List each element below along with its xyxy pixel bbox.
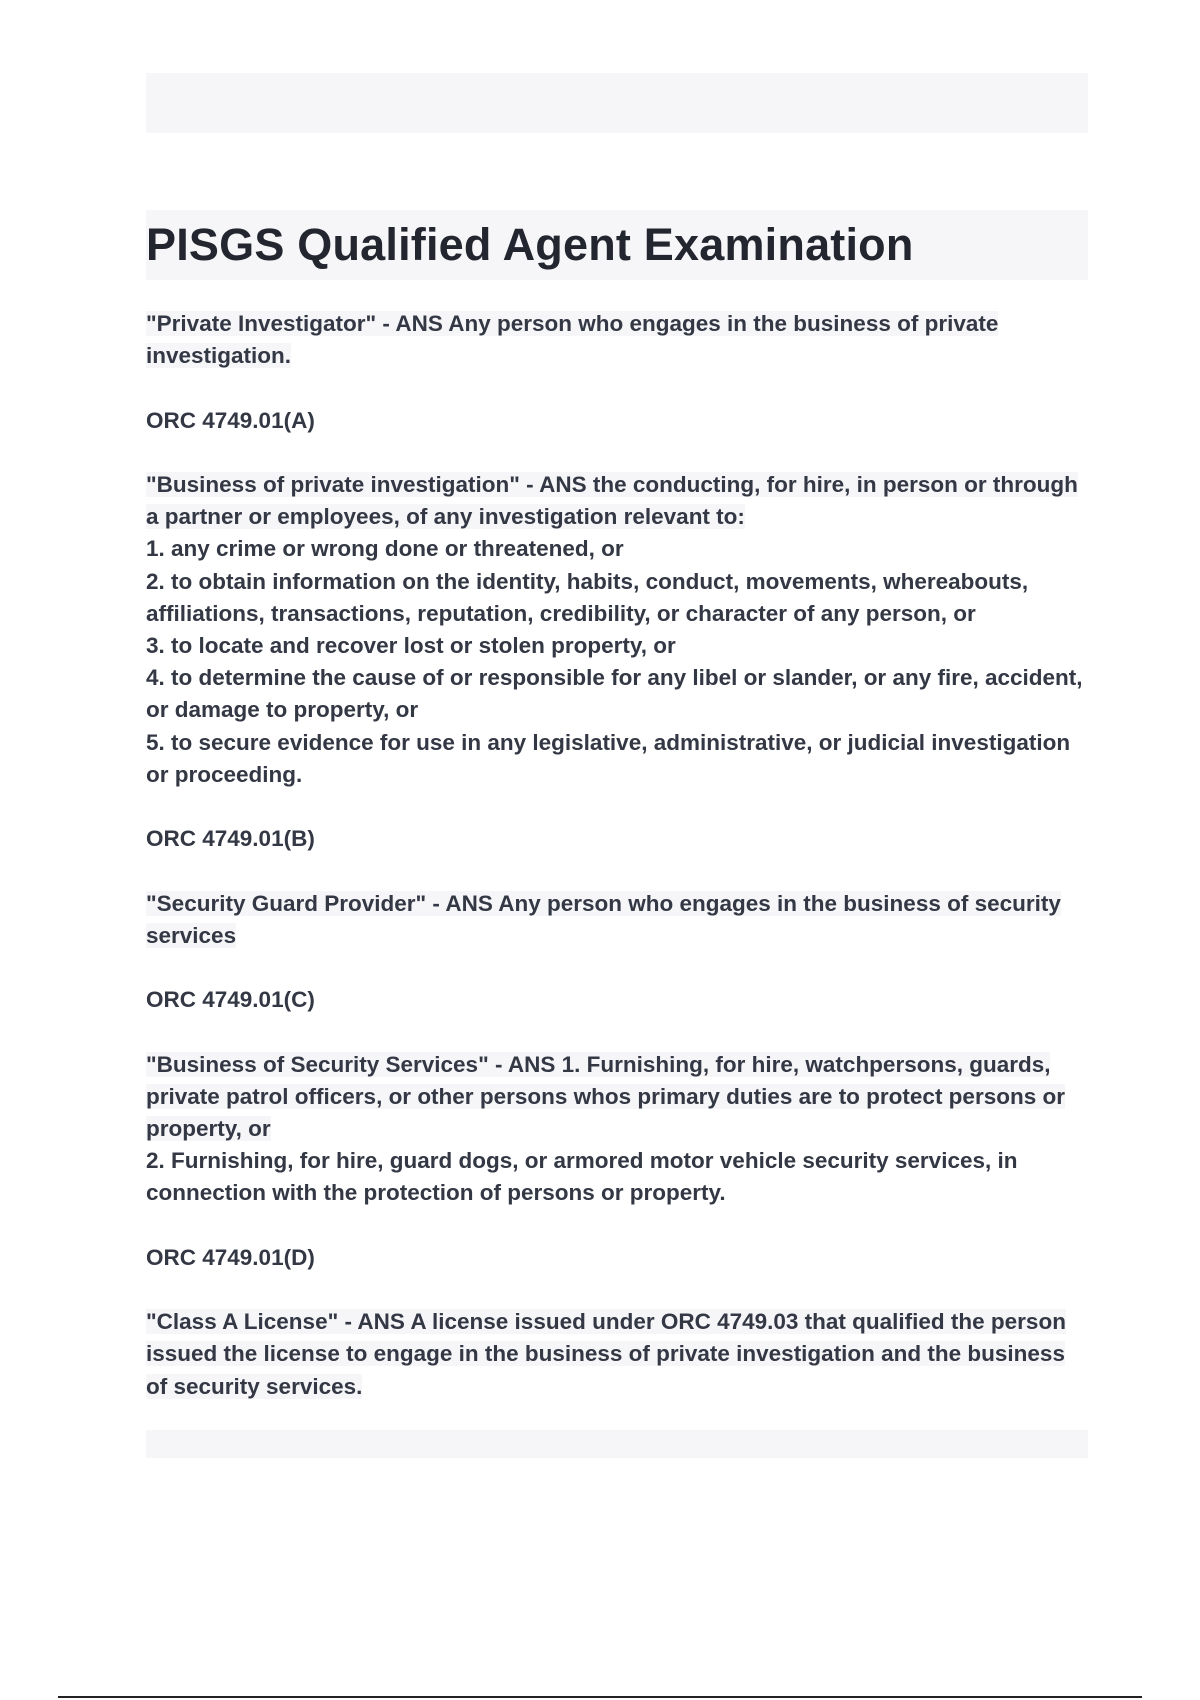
list-item: 4. to determine the cause of or responsible for any libel or slander, or any fire, accident, or damage to property, or bbox=[146, 665, 1083, 723]
entry-class-a-license bbox=[146, 1306, 1088, 1403]
header-band bbox=[146, 73, 1088, 133]
entry-definition: Any person who engages in the business of security services bbox=[146, 890, 1061, 948]
entry-term: "Business of Security Services" - ANS bbox=[146, 1051, 556, 1077]
entry-definition: A license issued under ORC 4749.03 that qualified the person issued the license to engage in the business of private investigation and the business of security services. bbox=[146, 1309, 1066, 1399]
list-item: 2. Furnishing, for hire, guard dogs, or armored motor vehicle security services, in connection with the protection of persons or property. bbox=[146, 1148, 1018, 1206]
entry-term: "Class A License" - ANS bbox=[146, 1309, 405, 1335]
footer-band bbox=[146, 1430, 1088, 1458]
entries bbox=[146, 308, 1088, 1403]
entry-reference: ORC 4749.01(C) bbox=[146, 987, 315, 1013]
list-item: 3. to locate and recover lost or stolen property, or bbox=[146, 633, 676, 658]
entry-term: "Security Guard Provider" - ANS bbox=[146, 890, 493, 916]
entry-term: "Private Investigator" - ANS bbox=[146, 311, 443, 336]
entry-security-guard-provider bbox=[146, 888, 1088, 1049]
entry-definition: Any person who engages in the business of private investigation. bbox=[146, 311, 999, 369]
entry-text bbox=[146, 308, 1088, 372]
entry-reference: ORC 4749.01(D) bbox=[146, 1244, 315, 1270]
entry-text bbox=[146, 888, 1088, 952]
entry-text bbox=[146, 1306, 1088, 1403]
entry-definition: the conducting, for hire, in person or through a partner or employees, of any investigation relevant to: bbox=[146, 471, 1078, 530]
entry-reference: ORC 4749.01(B) bbox=[146, 826, 315, 852]
entry-business-private-investigation bbox=[146, 469, 1088, 888]
document-title: PISGS Qualified Agent Examination bbox=[146, 219, 914, 270]
list-item: 2. to obtain information on the identity, habits, conduct, movements, whereabouts, affiliations, transactions, reputation, credibility, or character of any person, or bbox=[146, 568, 1029, 626]
bottom-divider bbox=[58, 1696, 1142, 1698]
entry-text bbox=[146, 469, 1088, 791]
list-item: 5. to secure evidence for use in any legislative, administrative, or judicial investigation or proceeding. bbox=[146, 729, 1071, 787]
entry-text bbox=[146, 1049, 1088, 1210]
title-banner bbox=[146, 210, 1088, 280]
list-item: 1. any crime or wrong done or threatened, or bbox=[146, 536, 624, 562]
entry-term: "Business of private investigation" - ANS bbox=[146, 471, 587, 497]
document-content bbox=[146, 210, 1088, 1403]
entry-reference: ORC 4749.01(A) bbox=[146, 407, 315, 433]
entry-private-investigator bbox=[146, 308, 1088, 469]
entry-definition: 1. Furnishing, for hire, watchpersons, guards, private patrol officers, or other persons whos primary duties are to protect persons or property, or bbox=[146, 1051, 1065, 1141]
entry-business-security-services bbox=[146, 1049, 1088, 1307]
